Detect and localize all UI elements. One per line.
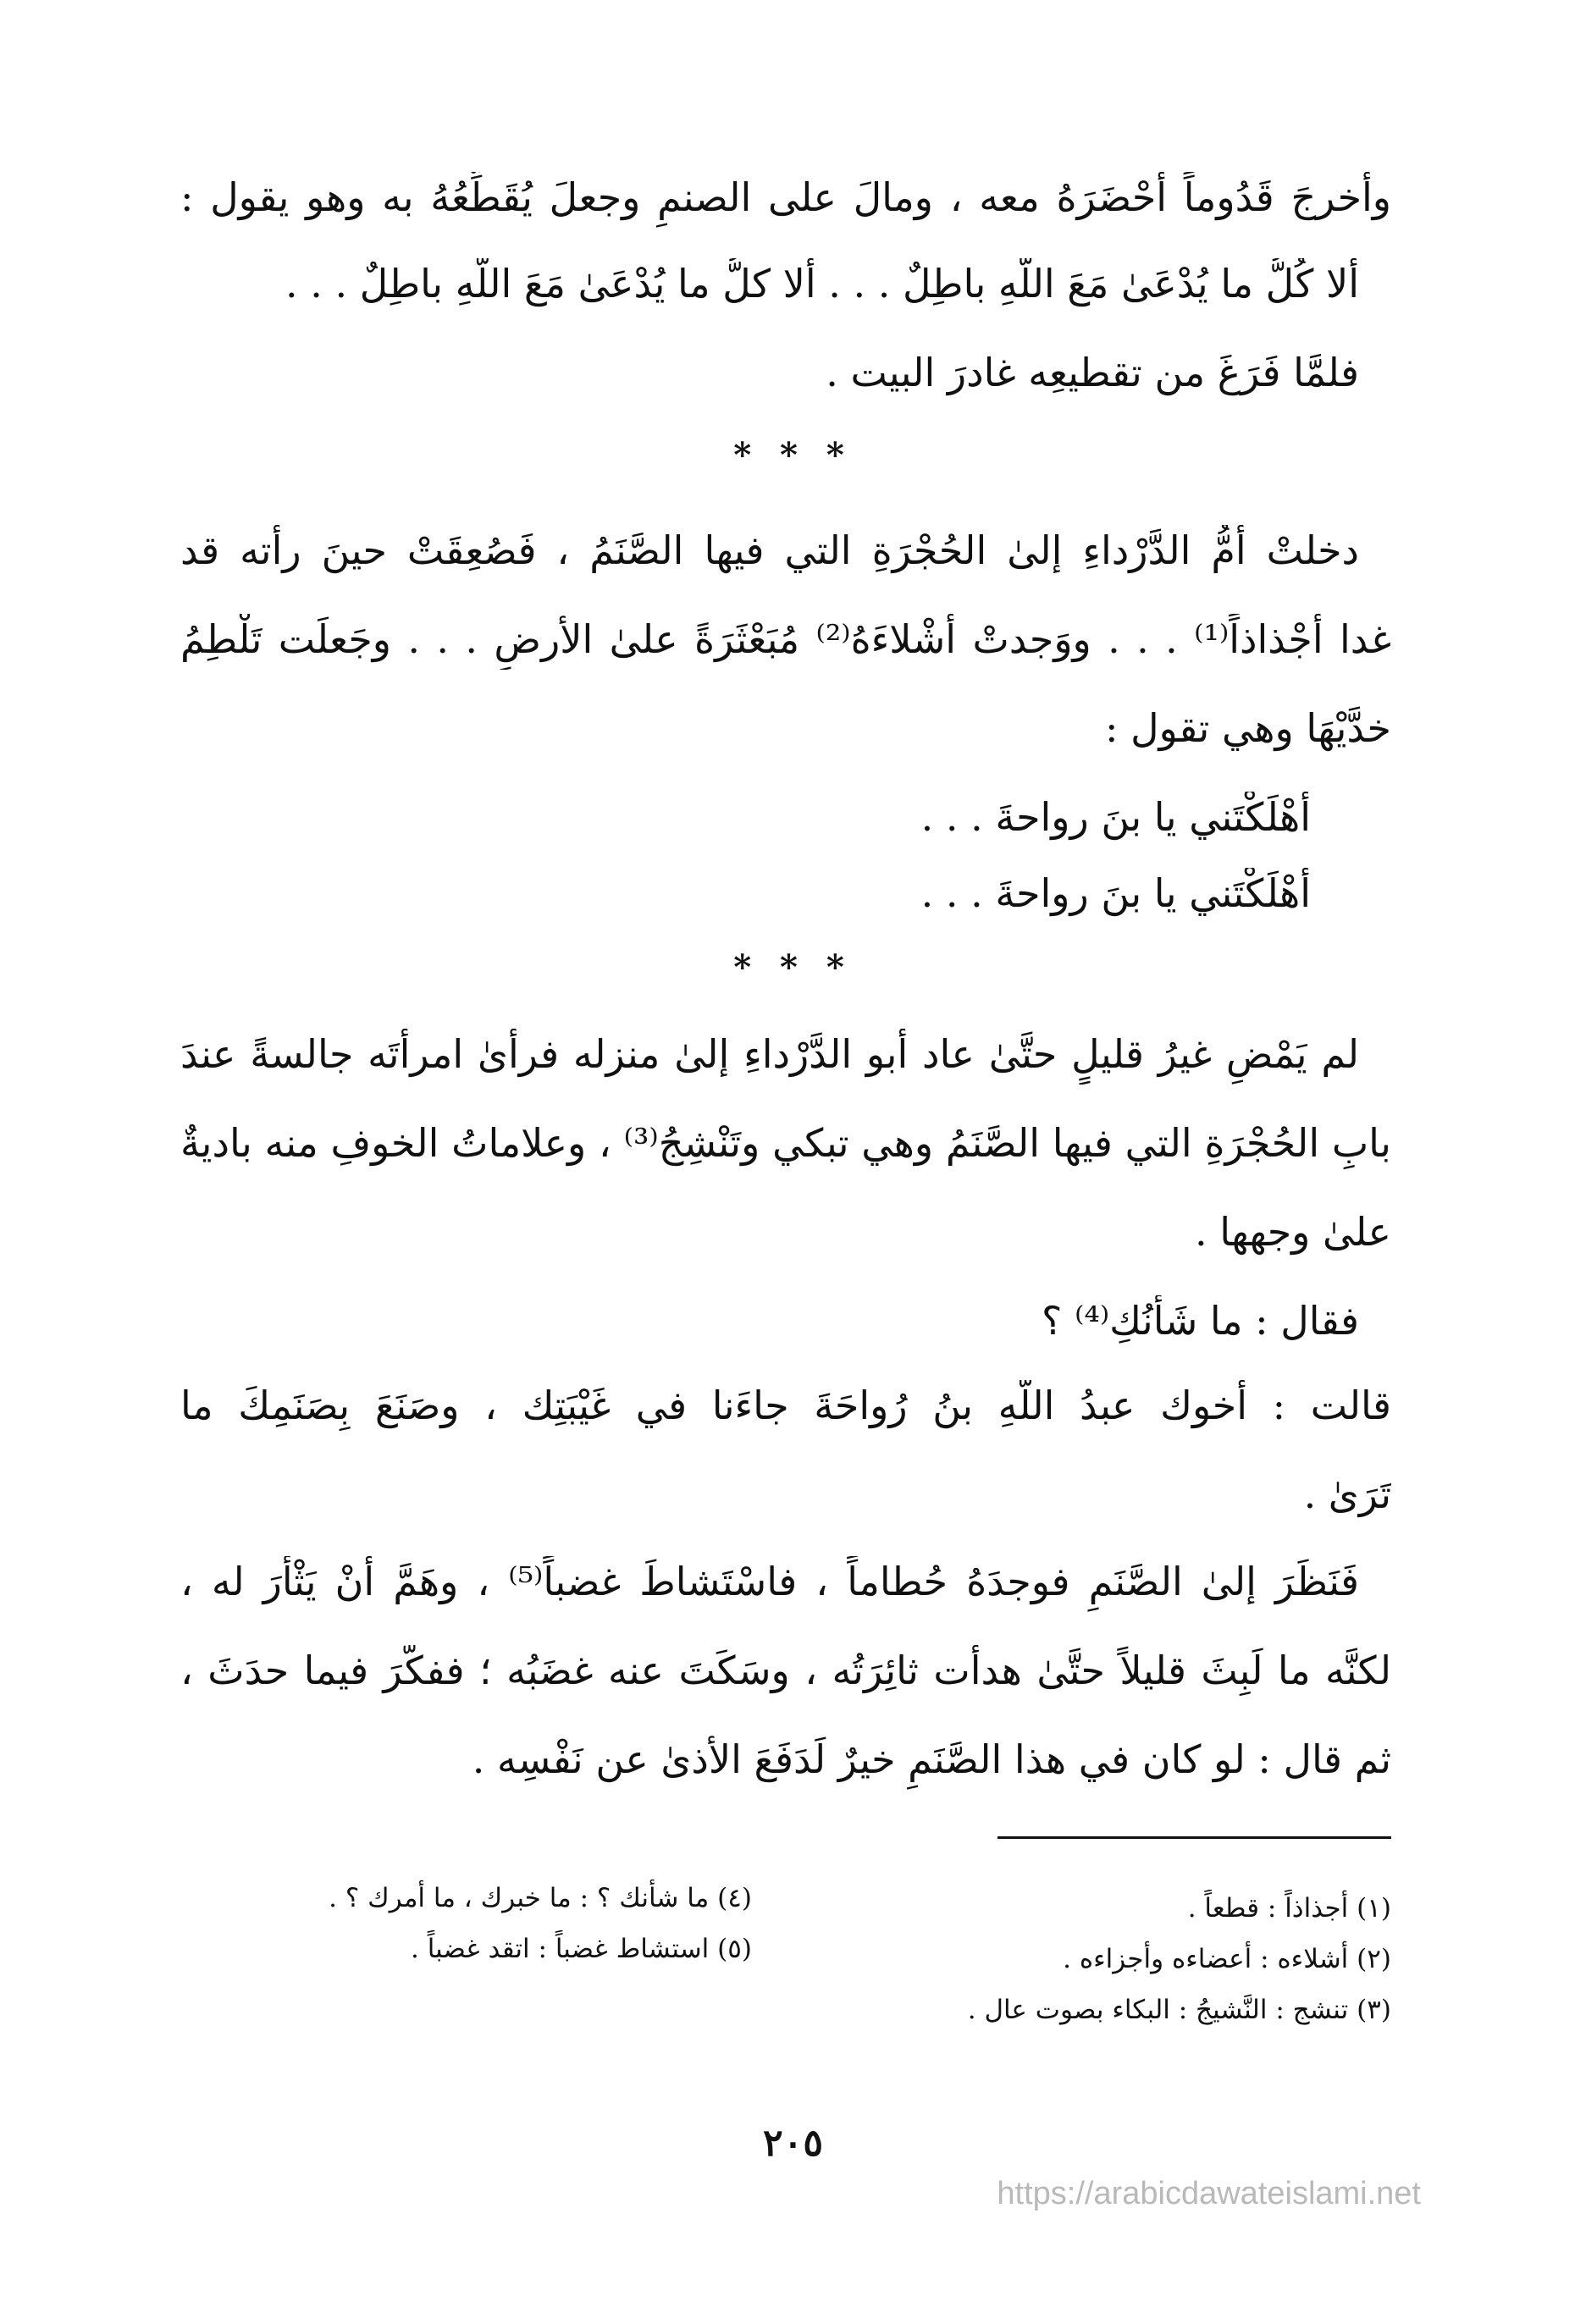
body-line: لكنَّه ما لَبِثَ قليلاً حتَّىٰ هدأت ثائِرَتُه ، وسَكَتَ عنه غضَبُه ؛ ففكَّرَ فيما حدَثَ ، bbox=[180, 1648, 1391, 1693]
poem-line: ألا كُلُّ ما يُدْعَىٰ مَعَ اللَّهِ باطِلٌ . . . ألا كلُّ ما يُدْعَىٰ مَعَ اللَّهِ باطِلٌ . . . bbox=[285, 261, 1359, 306]
body-line: فقال : ما شَأْنُكِ⁽⁴⁾ ؟ bbox=[1042, 1298, 1359, 1344]
body-line: ثم قال : لو كان في هذا الصَّنَمِ خيرٌ لَدَفَعَ الأذىٰ عن نَفْسِه . bbox=[472, 1736, 1391, 1782]
body-line: وأخرجَ قَدُوماً أَحْضَرَهُ معه ، ومالَ على الصنمِ وجعلَ يُقَطِّعُهُ به وهو يقول : bbox=[180, 174, 1391, 220]
footnote-item: (٥) استشاط غضباً : اتقد غضباً . bbox=[411, 1934, 752, 1964]
body-line: فلمَّا فَرَغَ من تقطيعِه غادرَ البيت . bbox=[826, 350, 1359, 395]
footnote-item: (٣) تنشج : النَّشيجُ : البكاء بصوت عال . bbox=[967, 1995, 1391, 2025]
footnote-item: (٤) ما شأنك ؟ : ما خبرك ، ما أمرك ؟ . bbox=[329, 1883, 752, 1913]
section-separator: * * * bbox=[733, 947, 853, 987]
body-line: علىٰ وجهها . bbox=[1195, 1209, 1391, 1255]
watermark-url: https://arabicdawateislami.net bbox=[997, 2176, 1421, 2211]
body-line: تَرَىٰ . bbox=[1303, 1471, 1391, 1517]
footnote-separator bbox=[997, 1836, 1391, 1839]
quote-line: أَهْلَكْتَني يا بنَ رواحةَ . . . bbox=[920, 794, 1311, 840]
body-line: خدَّيْهَا وهي تقول : bbox=[1104, 705, 1391, 751]
body-line: دخلتْ أُمُّ الدَّرْداءِ إلىٰ الحُجْرَةِ التي فيها الصَّنَمُ ، فَصُعِقَتْ حينَ رأته قد bbox=[180, 527, 1359, 573]
body-line: بابِ الحُجْرَةِ التي فيها الصَّنَمُ وهي تبكي وتَنْشِجُ⁽³⁾ ، وعلاماتُ الخوفِ منه باديةٌ bbox=[180, 1120, 1391, 1166]
body-line: لم يَمْضِ غيرُ قليلٍ حتَّىٰ عاد أبو الدَّرْداءِ إلىٰ منزله فرأىٰ امرأتَه جالسةً عندَ bbox=[180, 1031, 1359, 1077]
page-number: ٢٠٥ bbox=[763, 2122, 823, 2165]
quote-line: أَهْلَكْتَني يا بنَ رواحةَ . . . bbox=[920, 870, 1311, 916]
footnote-item: (١) أجذاذاً : قطعاً . bbox=[1187, 1893, 1391, 1924]
body-line: قالت : أخوك عبدُ اللَّهِ بنُ رُواحَةَ جاءَنا في غَيْبَتِك ، وصَنَعَ بِصَنَمِكَ ما bbox=[180, 1383, 1391, 1428]
body-line: فَنَظَرَ إلىٰ الصَّنَمِ فوجدَهُ حُطاماً ، فاسْتَشاطَ غضباً⁽⁵⁾ ، وهَمَّ أَنْ يَثْأَرَ له ، bbox=[180, 1559, 1359, 1604]
footnote-item: (٢) أشلاءه : أعضاءه وأجزاءه . bbox=[1063, 1944, 1391, 1974]
body-line: غدا أَجْذاذاً⁽¹⁾ . . . ووَجدتْ أَشْلاءَهُ⁽²⁾ مُبَعْثَرَةً علىٰ الأرضِ . . . وجَعلَت تَلْطِمُ bbox=[180, 616, 1391, 662]
section-separator: * * * bbox=[733, 435, 853, 475]
